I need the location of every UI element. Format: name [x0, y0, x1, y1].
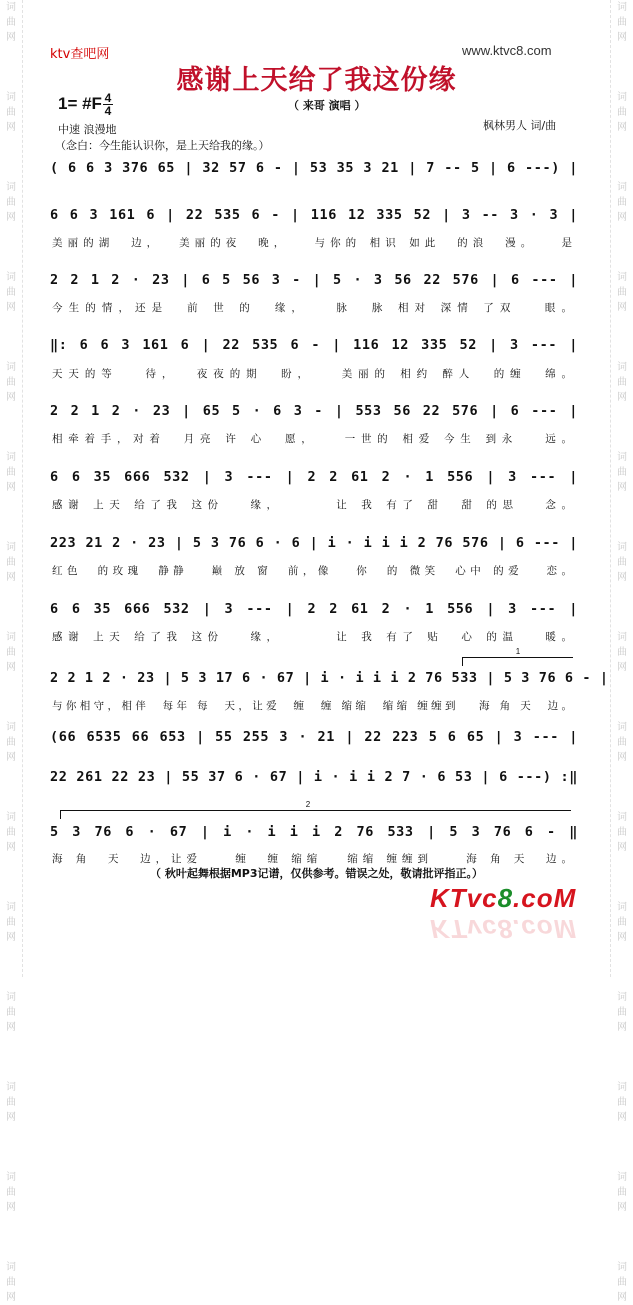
time-signature [103, 92, 113, 117]
score-line-12-music: 5 3 76 6 · 67 | i · i i i 2 76 533 | 5 3 76 6 - ‖ [50, 824, 578, 840]
logo-reflection: KTvc8.coM [430, 914, 577, 944]
logo-part-1: KTvc [430, 883, 498, 913]
key-signature: 1= #F [58, 94, 102, 113]
narration-line: （念白：今生能认识你，是上天给我的缘。） [55, 139, 270, 152]
tempo-marking: 中速 浪漫地 [58, 123, 117, 136]
meter-top: 4 [104, 91, 112, 105]
score-line-7-music: 223 21 2 · 23 | 5 3 76 6 · 6 | i · i i i 2 76 576 | 6 --- | [50, 535, 578, 551]
site-logo[interactable] [430, 883, 580, 953]
footnote: （ 秋叶起舞根据MP3记谱，仅供参考。错误之处，敬请批评指正。） [150, 867, 483, 880]
score-line-6-lyric: 感谢 上天 给了我 这份 缘， 让 我 有了 甜 甜 的思 念。 [52, 499, 572, 511]
second-ending-bracket [60, 800, 571, 819]
score-line-11-music: 22 261 22 23 | 55 37 6 · 67 | i · i i 2 7 · 6 53 | 6 ---) :‖ [50, 769, 578, 785]
right-watermark-strip: 词 曲 网 词 曲 网 词 曲 网 词 曲 网 词 曲 网 词 曲 网 词 曲 网 词 曲 网 词 曲 网 词 曲 网 词 曲 网 词 曲 网 词 曲 网 词 曲 网 词 曲 网 [610, 0, 633, 977]
score-line-2-music: 6 6 3 161 6 | 22 535 6 - | 116 12 335 52 | 3 -- 3 · 3 | [50, 207, 578, 223]
meter-bottom: 4 [104, 104, 112, 118]
score-line-8-lyric: 感谢 上天 给了我 这份 缘， 让 我 有了 贴 心 的温 暖。 [52, 631, 572, 643]
score-line-9-music: 2 2 1 2 · 23 | 5 3 17 6 · 67 | i · i i i 2 76 533 | 5 3 76 6 - | [50, 670, 609, 686]
logo-part-3: .coM [513, 883, 577, 913]
second-ending-number: 2 [305, 800, 311, 809]
score-line-2-lyric: 美丽的湖 边， 美丽的夜 晚， 与你的 相识 如此 的浪 漫。 是 [52, 237, 572, 249]
left-watermark-strip: 词 曲 网 词 曲 网 词 曲 网 词 曲 网 词 曲 网 词 曲 网 词 曲 网 词 曲 网 词 曲 网 词 曲 网 词 曲 网 词 曲 网 词 曲 网 词 曲 网 词 曲 网 [0, 0, 23, 977]
score-line-12-lyric: 海 角 天 边，让爱 缠 缠 缩缩 缩缩 缠缠到 海 角 天 边。 [52, 853, 572, 865]
score-line-5-music: 2 2 1 2 · 23 | 65 5 · 6 3 - | 553 56 22 576 | 6 --- | [50, 403, 578, 419]
score-line-5-lyric: 相牵着手，对着 月亮 许 心 愿， 一世的 相爱 今生 到永 远。 [52, 433, 572, 445]
brand-name[interactable]: ktv查吧网 [50, 47, 110, 62]
site-url[interactable]: www.ktvc8.com [462, 43, 552, 58]
score-line-1-music: ( 6 6 3 376 65 | 32 57 6 - | 53 35 3 21 | 7 -- 5 | 6 ---) | [50, 160, 578, 176]
score-line-4-lyric: 天天的等 待， 夜夜的期 盼， 美丽的 相约 醉人 的缠 绵。 [52, 368, 572, 380]
first-ending-bracket [462, 647, 573, 666]
score-line-3-music: 2 2 1 2 · 23 | 6 5 56 3 - | 5 · 3 56 22 576 | 6 --- | [50, 272, 578, 288]
score-line-3-lyric: 今生的情，还是 前 世 的 缘， 脉 脉 相对 深情 了双 眼。 [52, 302, 572, 314]
score-line-8-music: 6 6 35 666 532 | 3 --- | 2 2 61 2 · 1 556 | 3 --- | [50, 601, 578, 617]
logo-part-2: 8 [497, 883, 514, 913]
score-line-10-music: (66 6535 66 653 | 55 255 3 · 21 | 22 223 5 6 65 | 3 --- | [50, 729, 578, 745]
first-ending-number: 1 [515, 647, 521, 656]
score-line-7-lyric: 红色 的玫瑰 静静 巅 放 窗 前，像 你 的 微笑 心中 的爱 恋。 [52, 565, 572, 577]
composer-credit: 枫林男人 词/曲 [483, 119, 557, 132]
logo-wordmark [430, 883, 576, 914]
score-line-9-lyric: 与你相守，相伴 每年 每 天，让爱 缠 缠 缩缩 缩缩 缠缠到 海 角 天 边。 [52, 700, 572, 712]
score-line-4-music: ‖: 6 6 3 161 6 | 22 535 6 - | 116 12 335 52 | 3 --- | [50, 337, 578, 353]
singer-credit: （ 来哥 演唱 ） [288, 99, 366, 112]
page-title: 感谢上天给了我这份缘 [176, 65, 457, 96]
score-line-6-music: 6 6 35 666 532 | 3 --- | 2 2 61 2 · 1 556 | 3 --- | [50, 469, 578, 485]
